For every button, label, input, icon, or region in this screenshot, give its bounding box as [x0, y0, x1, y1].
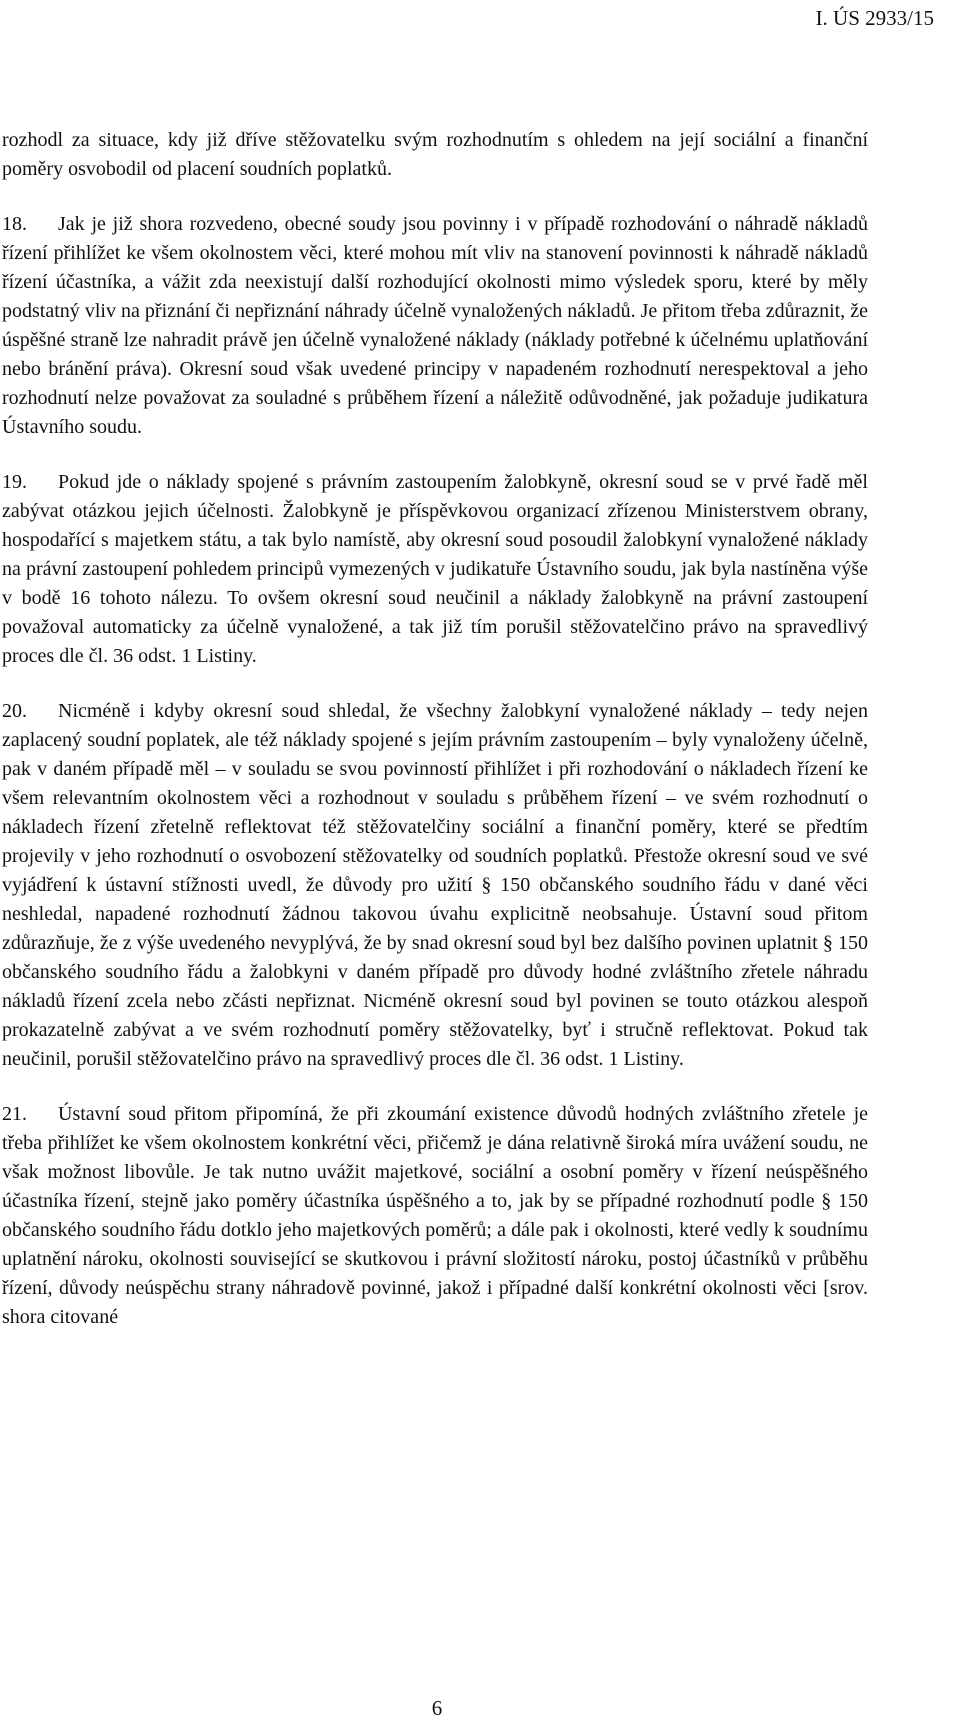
paragraph-20 — [2, 697, 868, 1074]
paragraph-21 — [2, 1100, 868, 1332]
paragraph-19 — [2, 468, 868, 671]
paragraph-continuation — [2, 126, 868, 184]
document-body — [2, 126, 868, 1358]
page-number: 6 — [431, 1696, 443, 1720]
paragraph-number: 21. — [2, 1103, 27, 1125]
paragraph-text: Jak je již shora rozvedeno, obecné soudy jsou povinny i v případě rozhodování o náhradě nákladů řízení přihlížet ke všem okolnostem věci, které mohou mít vliv na stanovení povinnosti k náhradě nákladů řízení účastníka, a vážit zda neexistují další rozhodující okolnosti mimo výsledek sporu, které by měly podstatný vliv na přiznání či nepřiznání náhrady účelně vynaložených nákladů. Je přitom třeba zdůraznit, že úspěšné straně lze nahradit právě jen účelně vynaložené náklady (náklady potřebné k účelnému uplatňování nebo bránění práva). Okresní soud však uvedené principy v napadeném rozhodnutí nerespektoval a jeho rozhodnutí nelze považovat za souladné s průběhem řízení a náležitě odůvodněné, jak požaduje judikatura Ústavního soudu. — [2, 213, 868, 438]
paragraph-text: Ústavní soud přitom připomíná, že při zkoumání existence důvodů hodných zvláštního zřetele je třeba přihlížet ke všem okolnostem konkrétní věci, přičemž je dána relativně široká míra uvážení soudu, ne však možnost libovůle. Je tak nutno uvážit majetkové, sociální a osobní poměry v řízení neúspěšného účastníka řízení, stejně jako poměry účastníka úspěšného a to, jak by se případné rozhodnutí podle § 150 občanského soudního řádu dotklo jeho majetkových poměrů; a dále pak i okolnosti, které vedly k soudnímu uplatnění nároku, okolnosti související se skutkovou i právní složitostí nároku, postoj účastníků v průběhu řízení, důvody neúspěchu strany náhradově povinné, jakož i případné další konkrétní okolnosti věci [srov. shora citované — [2, 1103, 868, 1328]
paragraph-number: 18. — [2, 213, 27, 235]
paragraph-number: 20. — [2, 700, 27, 722]
case-number: I. ÚS 2933/15 — [815, 6, 934, 30]
paragraph-18 — [2, 210, 868, 442]
paragraph-text: Pokud jde o náklady spojené s právním zastoupením žalobkyně, okresní soud se v prvé řadě měl zabývat otázkou jejich účelnosti. Žalobkyně je příspěvkovou organizací zřízenou Ministerstvem obrany, hospodařící s majetkem státu, a tak bylo namístě, aby okresní soud posoudil žalobkyní vynaložené náklady na právní zastoupení pohledem principů vymezených v judikatuře Ústavního soudu, jak byla nastíněna výše v bodě 16 tohoto nálezu. To ovšem okresní soud neučinil a náklady žalobkyně na právní zastoupení považoval automaticky za účelně vynaložené, a tak již tím porušil stěžovatelčino právo na spravedlivý proces dle čl. 36 odst. 1 Listiny. — [2, 471, 868, 667]
paragraph-text: rozhodl za situace, kdy již dříve stěžovatelku svým rozhodnutím s ohledem na její sociální a finanční poměry osvobodil od placení soudních poplatků. — [2, 129, 868, 180]
paragraph-number: 19. — [2, 471, 27, 493]
paragraph-text: Nicméně i kdyby okresní soud shledal, že všechny žalobkyní vynaložené náklady – tedy nejen zaplacený soudní poplatek, ale též náklady spojené s jejím právním zastoupením – byly vynaloženy účelně, pak v daném případě měl – v souladu se svou povinností přihlížet i při rozhodování o nákladech řízení ke všem relevantním okolnostem věci a rozhodnout v souladu s průběhem řízení – ve svém rozhodnutí o nákladech řízení zřetelně reflektovat též stěžovatelčiny sociální a finanční poměry, které se předtím projevily v jeho rozhodnutí o osvobození stěžovatelky od soudních poplatků. Přestože okresní soud ve své vyjádření k ústavní stížnosti uvedl, že důvody pro užití § 150 občanského soudního řádu v dané věci neshledal, napadené rozhodnutí žádnou takovou úvahu explicitně neobsahuje. Ústavní soud přitom zdůrazňuje, že z výše uvedeného nevyplývá, že by snad okresní soud byl bez dalšího povinen uplatnit § 150 občanského soudního řádu a žalobkyni v daném případě pro důvody hodné zvláštního zřetele náhradu nákladů řízení zcela nebo zčásti nepřiznat. Nicméně okresní soud byl povinen se touto otázkou alespoň prokazatelně zabývat a ve svém rozhodnutí poměry stěžovatelky, byť i stručně reflektovat. Pokud tak neučinil, porušil stěžovatelčino právo na spravedlivý proces dle čl. 36 odst. 1 Listiny. — [2, 700, 868, 1070]
